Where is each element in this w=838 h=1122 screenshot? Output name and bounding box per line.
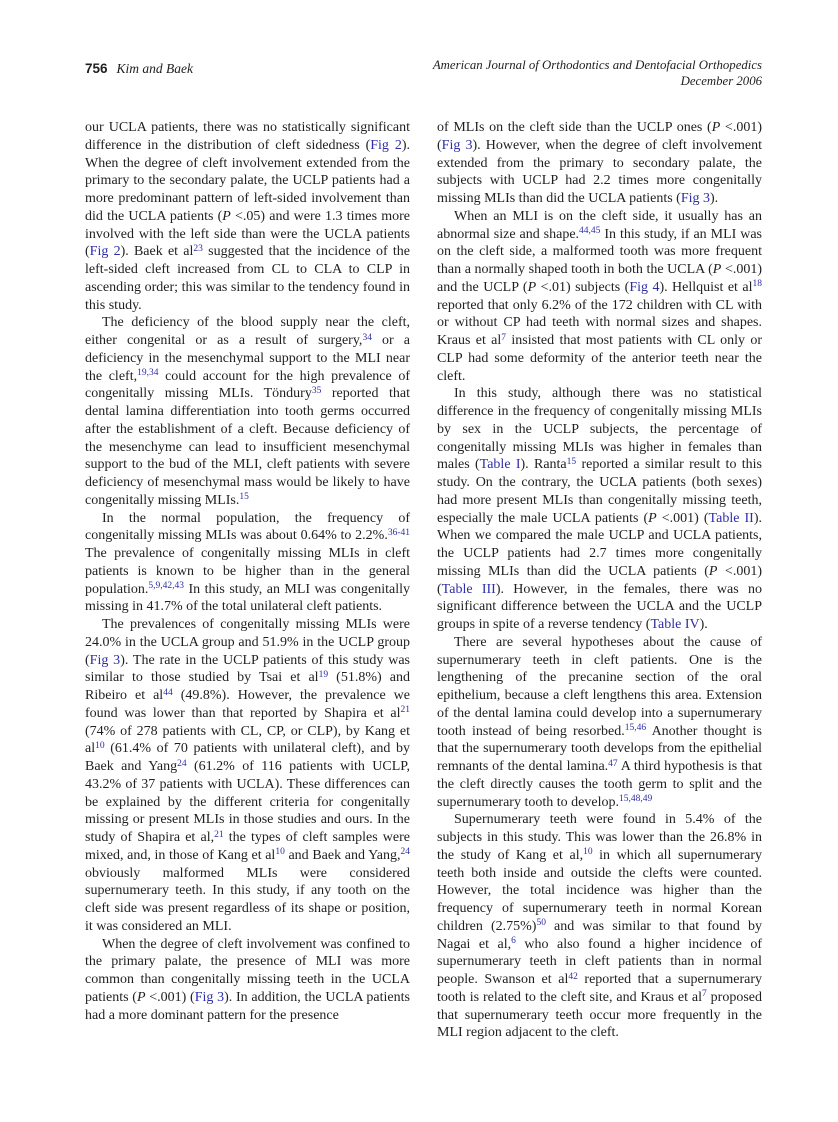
paragraph: our UCLA patients, there was no statistically significant difference in the distribution of cleft sidedness (Fig 2). When the degree of cleft involvement extended from the primary to the secondary palate, the UCLP patients had a more predominant pattern of left-sided involvement than did the UCLA patients (P <.05) and were 1.3 times more involved with the left side than were the UCLA patients (Fig 2). Baek et al$^{23}$ suggested that the incidence of the left-sided cleft increased from CL to CLA to CLP in ascending order; this was similar to the tendency found in this study.	[85, 120, 410, 313]
reference-citation-superscript[interactable]: 19	[318, 669, 329, 680]
page-number: 756	[85, 61, 108, 76]
reference-citation-superscript[interactable]: 6	[511, 936, 516, 946]
reference-citation-superscript[interactable]: 36-41	[387, 527, 410, 538]
running-head-left	[85, 58, 193, 78]
italic-statistic-symbol: P	[712, 262, 722, 277]
cross-reference-link[interactable]: Fig 3	[680, 191, 711, 206]
reference-citation-superscript[interactable]: 10	[95, 740, 105, 751]
page-header	[85, 58, 762, 89]
reference-citation-superscript[interactable]: 15	[239, 492, 249, 503]
italic-statistic-symbol: P	[648, 510, 657, 526]
cross-reference-link[interactable]: Table III	[441, 581, 496, 597]
reference-citation-superscript[interactable]: 18	[752, 279, 762, 290]
cross-reference-link[interactable]: Table I	[479, 457, 521, 473]
reference-citation-superscript[interactable]: 44,45	[579, 226, 601, 236]
running-head-right	[433, 58, 762, 89]
column-left	[85, 119, 410, 1042]
reference-citation-superscript[interactable]: 50	[536, 918, 546, 929]
reference-citation-superscript[interactable]: 15	[566, 456, 577, 467]
italic-statistic-symbol: P	[527, 279, 537, 295]
reference-citation-superscript[interactable]: 42	[568, 971, 578, 982]
column-right	[437, 119, 762, 1042]
cross-reference-link[interactable]: Fig 4	[629, 279, 660, 295]
paragraph: of MLIs on the cleft side than the UCLP ones (P <.001) (Fig 3). However, when the degree of cleft involvement extended from the primary to secondary palate, the subjects with UCLP had 2.2 times more congenitally missing MLIs than did the UCLA patients (Fig 3).	[437, 120, 762, 206]
reference-citation-superscript[interactable]: 24	[177, 758, 187, 769]
journal-name: American Journal of Orthodontics and Dentofacial Orthopedics	[432, 58, 762, 72]
paragraph: The prevalences of congenitally missing MLIs were 24.0% in the UCLA group and 51.9% in the UCLP group (Fig 3). The rate in the UCLP patients of this study was similar to those studied by Tsai et al$^{19}$ (51.8%) and Ribeiro et al$^{44}$ (49.8%). However, the prevalence we found was lower than that reported by Shapira et al$^{21}$ (74% of 278 patients with CL, CP, or CLP), by Kang et al$^{10}$ (61.4% of 70 patients with unilateral cleft), and by Baek and Yang$^{24}$ (61.2% of 116 patients with UCLP, 43.2% of 37 patients with UCLA). These differences can be explained by the different criteria for congenitally missing or present MLIs in those studies and ours. In the study of Shapira et al,$^{21}$ the types of cleft samples were mixed, and, in those of Kang et al$^{10}$ and Baek and Yang,$^{24}$ obviously malformed MLIs were considered supernumerary teeth. In this study, if any tooth on the cleft side was present regardless of its shape or position, it was considered an MLI.	[85, 617, 410, 934]
italic-statistic-symbol: P	[708, 563, 718, 579]
paragraph: In this study, although there was no statistical difference in the frequency of congenitally missing MLIs by sex in the UCLP subjects, the percentage of congenitally missing MLIs was higher in females than males (Table I). Ranta$^{15}$ reported a similar result to this study. On the contrary, the UCLA patients (both sexes) had more present MLIs than congenitally missing teeth, especially the male UCLA patients (P <.001) (Table II). When we compared the male UCLP and UCLA patients, the UCLP patients had 2.7 times more congenitally missing MLIs than did the UCLA patients (P <.001) (Table III). However, in the females, there was no significant difference between the UCLA and the UCLP groups in spite of a reverse tendency (Table IV).	[437, 386, 762, 632]
reference-citation-superscript[interactable]: 34	[362, 332, 372, 343]
reference-citation-superscript[interactable]: 5,9,42,43	[148, 581, 185, 591]
article-body	[85, 119, 762, 1042]
reference-citation-superscript[interactable]: 21	[400, 705, 410, 716]
cross-reference-link[interactable]: Fig 2	[370, 137, 402, 153]
paragraph: Supernumerary teeth were found in 5.4% of the subjects in this study. This was lower than the 26.8% in the study of Kang et al,$^{10}$ in which all supernumerary teeth both inside and outside the clefts were counted. However, the total incidence was higher than the frequency of supernumerary teeth in normal Korean children (2.75%)$^{50}$ and was similar to that found by Nagai et al,$^6$ who also found a higher incidence of supernumerary teeth in cleft patients than in normal people. Swanson et al$^{42}$ reported that a supernumerary tooth is related to the cleft site, and Kraus et al$^7$ proposed that supernumerary teeth occur more frequently in the MLI region adjacent to the cleft.	[437, 812, 763, 1041]
reference-citation-superscript[interactable]: 47	[608, 758, 618, 769]
reference-citation-superscript[interactable]: 23	[193, 243, 203, 254]
reference-citation-superscript[interactable]: 15,46	[624, 723, 647, 733]
issue-date: December 2006	[680, 73, 762, 88]
italic-statistic-symbol: P	[711, 120, 721, 135]
paragraph: When the degree of cleft involvement was confined to the primary palate, the presence of MLI was more common than congenitally missing teeth in the UCLA patients (P <.001) (Fig 3). In addition, the UCLA patients had a more dominant pattern for the presence	[85, 936, 410, 1023]
reference-citation-superscript[interactable]: 7	[501, 332, 507, 343]
cross-reference-link[interactable]: Fig 2	[89, 244, 121, 260]
reference-citation-superscript[interactable]: 24	[400, 847, 410, 858]
reference-citation-superscript[interactable]: 21	[214, 829, 224, 840]
paragraph: In the normal population, the frequency of congenitally missing MLIs was about 0.64% to 2.2%.$^{36-41}$ The prevalence of congenitally missing MLIs in cleft patients is known to be higher than in the general population.$^{5,9,42,43}$ In this study, an MLI was congenitally missing in 41.7% of the total unilateral cleft patients.	[85, 510, 410, 615]
cross-reference-link[interactable]: Fig 3	[441, 137, 473, 153]
paragraph: There are several hypotheses about the cause of supernumerary teeth in cleft patients. One is the lengthening of the precanine section of the oral epithelium, because a cleft lengthens this area. Extension of the dental lamina could develop into a supernumerary tooth instead of being resorbed.$^{15,46}$ Another thought is that the supernumerary tooth develops from the epithelial remnants of the dental lamina.$^{47}$ A third hypothesis is that the cleft directly causes the tooth germ to split and the supernumerary tooth to develop.$^{15,48,49}$	[437, 634, 762, 810]
reference-citation-superscript[interactable]: 10	[583, 847, 593, 858]
paragraph: When an MLI is on the cleft side, it usually has an abnormal size and shape.$^{44,45}$ In this study, if an MLI was on the cleft side, a malformed tooth was more frequent than a normally shaped tooth in both the UCLA (P <.001) and the UCLP (P <.01) subjects (Fig 4). Hellquist et al$^{18}$ reported that only 6.2% of the 172 children with CL with or without CP had teeth with normal sizes and shapes. Kraus et al$^7$ insisted that most patients with CL only or CLP had some deformity of the anterior teeth near the cleft.	[437, 208, 762, 384]
reference-citation-superscript[interactable]: 10	[275, 847, 285, 858]
reference-citation-superscript[interactable]: 35	[311, 385, 322, 396]
cross-reference-link[interactable]: Fig 3	[89, 652, 121, 668]
cross-reference-link[interactable]: Table IV	[650, 617, 700, 632]
running-authors: Kim and Baek	[116, 61, 194, 76]
cross-reference-link[interactable]: Table II	[708, 510, 754, 526]
italic-statistic-symbol: P	[222, 208, 231, 224]
cross-reference-link[interactable]: Fig 3	[194, 989, 225, 1005]
reference-citation-superscript[interactable]: 44	[163, 687, 173, 698]
reference-citation-superscript[interactable]: 15,48,49	[618, 794, 653, 804]
reference-citation-superscript[interactable]: 19,34	[137, 368, 159, 378]
reference-citation-superscript[interactable]: 7	[702, 989, 707, 1000]
italic-statistic-symbol: P	[136, 989, 146, 1005]
paragraph: The deficiency of the blood supply near the cleft, either congenital or as a result of surgery,$^{34}$ or a deficiency in the mesenchymal support to the MLI near the cleft,$^{19,34}$ could account for the high prevalence of congenitally missing MLIs. Töndury$^{35}$ reported that dental lamina differentiation into tooth germs occurred after the establishment of a cleft. Because deficiency of the mesenchyme can lead to insufficient mesenchymal support to the bud of the MLI, cleft patients with severe deficiency of mesenchymal mass would be likely to have congenitally missing MLIs.$^{15}$	[85, 315, 411, 508]
